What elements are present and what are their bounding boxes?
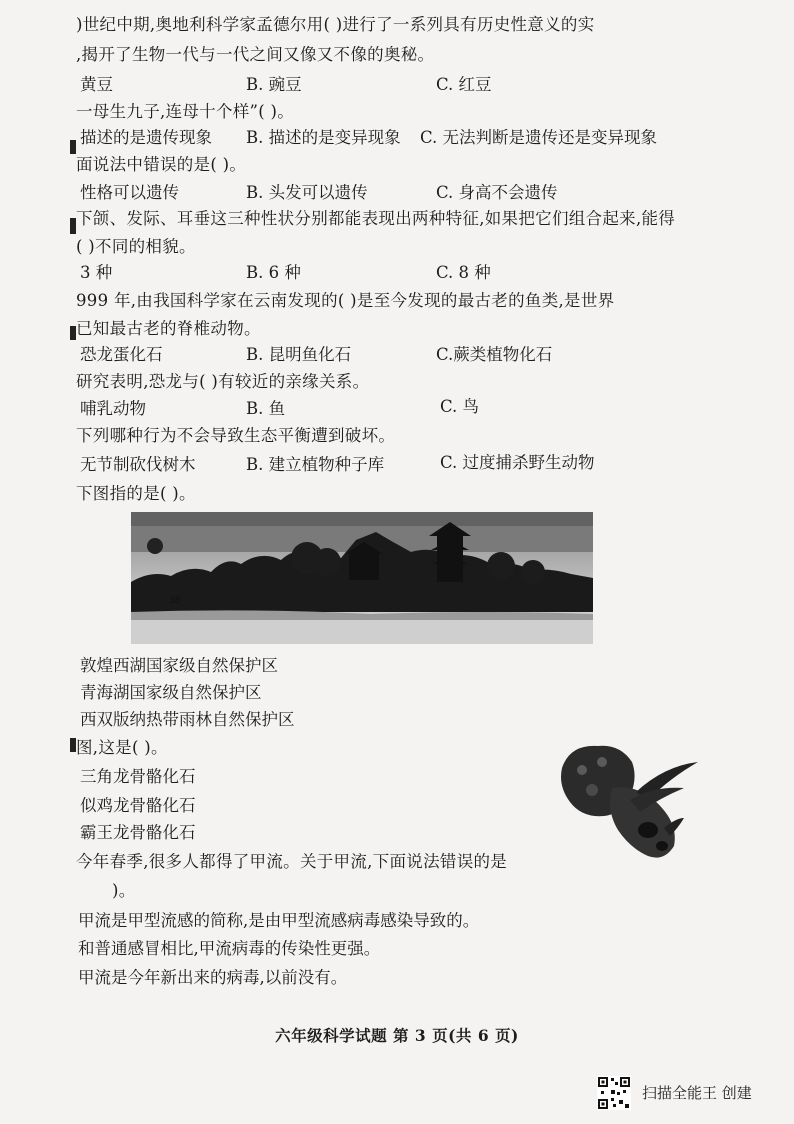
question-stem: 研究表明,恐龙与( )有较近的亲缘关系。 [76, 372, 370, 391]
option-c: C. 鸟 [440, 397, 480, 416]
question-stem: 已知最古老的脊椎动物。 [76, 319, 261, 338]
option-c: C. 8 种 [436, 263, 491, 282]
option-b: 似鸡龙骨骼化石 [80, 796, 196, 815]
option-b: 青海湖国家级自然保护区 [80, 683, 262, 702]
option-c: C. 过度捕杀野生动物 [440, 453, 595, 472]
question-stem: 面说法中错误的是( )。 [76, 155, 247, 174]
photo-number: 38 [169, 596, 181, 606]
triceratops-skull-illustration [552, 738, 702, 868]
question-stem: 999 年,由我国科学家在云南发现的( )是至今发现的最古老的鱼类,是世界 [76, 291, 615, 310]
option-b: B. 6 种 [246, 263, 301, 282]
scan-mark [70, 140, 76, 154]
option-b: B. 昆明鱼化石 [246, 345, 352, 364]
option-a: 性格可以遗传 [80, 183, 179, 202]
option-b: B. 鱼 [246, 399, 286, 418]
option-c: 西双版纳热带雨林自然保护区 [80, 710, 295, 729]
question-stem: )。 [112, 881, 136, 900]
scanner-watermark: 扫描全能王 创建 [642, 1084, 752, 1102]
option-a: 哺乳动物 [80, 399, 146, 418]
option-b: B. 建立植物种子库 [246, 455, 385, 474]
option-b: B. 豌豆 [246, 75, 302, 94]
option-b: 和普通感冒相比,甲流病毒的传染性更强。 [78, 939, 381, 958]
option-a: 黄豆 [80, 75, 113, 94]
qr-code-icon [597, 1076, 631, 1110]
option-c: C.蕨类植物化石 [436, 345, 553, 364]
option-c: 甲流是今年新出来的病毒,以前没有。 [78, 968, 348, 987]
question-stem: 下图指的是( )。 [76, 484, 196, 503]
option-b: B. 描述的是变异现象 [246, 128, 401, 147]
question-stem: 一母生九子,连母十个样”( )。 [76, 102, 295, 121]
nature-reserve-photo [131, 512, 593, 644]
option-c: C. 红豆 [436, 75, 492, 94]
option-c: C. 身高不会遗传 [436, 183, 558, 202]
option-a: 恐龙蛋化石 [80, 345, 163, 364]
option-c: C. 无法判断是遗传还是变异现象 [420, 128, 658, 147]
question-stem: )世纪中期,奥地利科学家孟德尔用( )进行了一系列具有历史性意义的实 [76, 15, 595, 34]
option-a: 甲流是甲型流感的简称,是由甲型流感病毒感染导致的。 [78, 911, 480, 930]
option-a: 敦煌西湖国家级自然保护区 [80, 656, 278, 675]
option-a: 描述的是遗传现象 [80, 128, 212, 147]
question-stem: 图,这是( )。 [76, 738, 168, 757]
option-a: 三角龙骨骼化石 [80, 767, 196, 786]
option-a: 无节制砍伐树木 [80, 455, 196, 474]
question-stem: ( )不同的相貌。 [76, 237, 196, 256]
option-a: 3 种 [80, 263, 113, 282]
question-stem: 今年春季,很多人都得了甲流。关于甲流,下面说法错误的是 [76, 852, 508, 871]
option-c: 霸王龙骨骼化石 [80, 823, 196, 842]
question-stem: 下颌、发际、耳垂这三种性状分别都能表现出两种特征,如果把它们组合起来,能得 [76, 209, 676, 228]
question-stem: ,揭开了生物一代与一代之间又像又不像的奥秘。 [76, 45, 435, 64]
question-stem: 下列哪种行为不会导致生态平衡遭到破坏。 [76, 426, 396, 445]
page-footer: 六年级科学试题 第 3 页(共 6 页) [275, 1026, 519, 1045]
option-b: B. 头发可以遗传 [246, 183, 368, 202]
